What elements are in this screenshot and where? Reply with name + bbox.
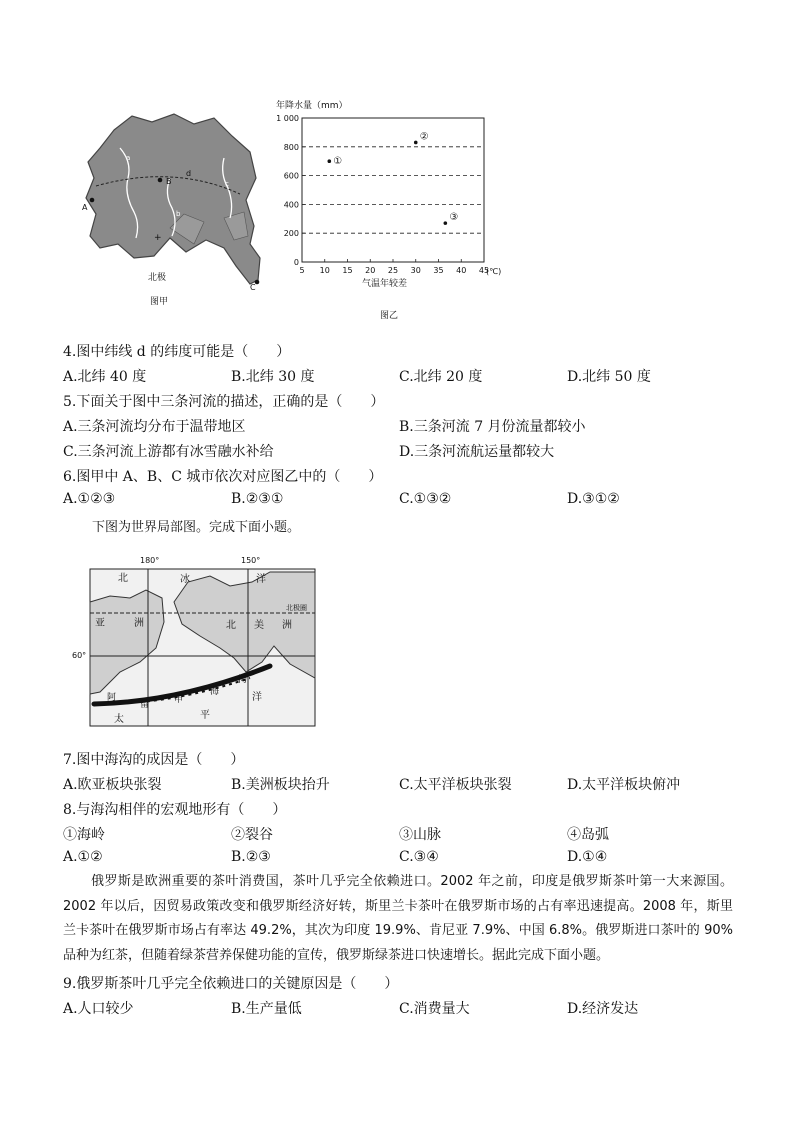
map-frame xyxy=(90,569,315,726)
chart-x-tick: 35 xyxy=(433,266,444,275)
arctic-ocean-1: 北 xyxy=(118,573,128,584)
q5-option-d[interactable]: D.三条河流航运量都较大 xyxy=(399,444,555,460)
q7-option-a[interactable]: A.欧亚板块张裂 xyxy=(63,777,162,793)
north-america-2: 美 xyxy=(254,620,264,631)
chart-y-tick: 1 000 xyxy=(276,114,299,123)
q5-option-c[interactable]: C.三条河流上游都有冰雪融水补给 xyxy=(63,444,274,460)
q5-option-a[interactable]: A.三条河流均分布于温带地区 xyxy=(63,419,246,435)
lat-60-label: 60° xyxy=(72,651,87,660)
landmass-shape xyxy=(86,114,260,284)
q6-option-c[interactable]: C.①③② xyxy=(399,491,452,507)
trench-3: 申 xyxy=(174,695,184,705)
north-pole-marker: + xyxy=(154,233,162,243)
label-b: b xyxy=(176,210,181,218)
chart-x-tick: 5 xyxy=(299,266,305,275)
pacific-1: 太 xyxy=(114,714,124,725)
city-b xyxy=(158,178,163,183)
q4-option-c[interactable]: C.北纬 20 度 xyxy=(399,369,483,385)
north-america-1: 北 xyxy=(226,620,236,631)
north-america-3: 洲 xyxy=(282,620,292,631)
chart-x-tick: 10 xyxy=(319,266,330,275)
q4-stem: 4.图中纬线 d 的纬度可能是（ ） xyxy=(63,344,291,360)
q6-option-b[interactable]: B.②③① xyxy=(231,491,284,507)
intro-map-text: 下图为世界局部图。完成下面小题。 xyxy=(92,520,301,535)
pacific-2: 平 xyxy=(200,710,210,721)
north-pole-label: 北极 xyxy=(148,273,167,283)
q4-option-a[interactable]: A.北纬 40 度 xyxy=(63,369,147,385)
q8-option-a[interactable]: A.①② xyxy=(63,849,103,865)
figure-jia-map xyxy=(74,108,274,308)
q9-option-c[interactable]: C.消费量大 xyxy=(399,1001,470,1017)
q8-stem: 8.与海沟相伴的宏观地形有（ ） xyxy=(63,802,287,818)
lon-150-label: 150° xyxy=(241,556,261,565)
label-A: A xyxy=(82,203,88,212)
figure-yi-caption: 图乙 xyxy=(380,311,399,321)
q8-item-2: ②裂谷 xyxy=(231,827,273,843)
asia-1: 亚 xyxy=(95,618,105,629)
q4-option-d[interactable]: D.北纬 50 度 xyxy=(567,369,651,385)
q9-option-a[interactable]: A.人口较少 xyxy=(63,1001,134,1017)
label-a: a xyxy=(126,154,131,162)
asia-2: 洲 xyxy=(134,618,144,629)
chart-x-tick: 25 xyxy=(387,266,399,275)
trench-1: 阿 xyxy=(107,693,117,703)
trench-2: 留 xyxy=(140,700,150,710)
arctic-ocean-3: 洋 xyxy=(256,574,266,585)
chart-point-3 xyxy=(444,221,448,225)
q7-stem: 7.图中海沟的成因是（ ） xyxy=(63,752,245,768)
arctic-ocean-2: 冰 xyxy=(180,574,190,585)
q8-option-d[interactable]: D.①④ xyxy=(567,849,608,865)
label-C: C xyxy=(250,283,256,292)
q5-option-b[interactable]: B.三条河流 7 月份流量都较小 xyxy=(399,419,586,435)
chart-xlabel: 气温年较差 xyxy=(362,279,408,289)
q8-option-c[interactable]: C.③④ xyxy=(399,849,439,865)
q8-item-1: ①海岭 xyxy=(63,827,105,843)
q8-item-3: ③山脉 xyxy=(399,827,441,843)
figure-jia-caption: 图甲 xyxy=(150,297,169,307)
chart-x-unit: (℃) xyxy=(486,267,502,276)
q5-stem: 5.下面关于图中三条河流的描述，正确的是（ ） xyxy=(63,394,385,410)
q9-stem: 9.俄罗斯茶叶几乎完全依赖进口的关键原因是（ ） xyxy=(63,976,399,992)
q8-option-b[interactable]: B.②③ xyxy=(231,849,271,865)
q7-option-d[interactable]: D.太平洋板块俯冲 xyxy=(567,777,681,793)
chart-y-tick: 0 xyxy=(293,258,299,267)
chart-x-tick: 20 xyxy=(365,266,376,275)
chart-y-tick: 800 xyxy=(283,142,299,152)
world-partial-map xyxy=(70,552,320,730)
figure-yi-chart xyxy=(274,96,514,322)
q9-option-d[interactable]: D.经济发达 xyxy=(567,1001,639,1017)
trench-5: 沟 xyxy=(238,675,248,685)
label-c: c xyxy=(225,180,229,188)
q4-option-b[interactable]: B.北纬 30 度 xyxy=(231,369,315,385)
q9-option-b[interactable]: B.生产量低 xyxy=(231,1001,302,1017)
arctic-circle-label: 北极圈 xyxy=(286,604,307,612)
tea-passage: 俄罗斯是欧洲重要的茶叶消费国，茶叶几乎完全依赖进口。2002 年之前，印度是俄罗斯茶叶第一大来源国。2002 年以后，因贸易政策改变和俄罗斯经济好转，斯里兰卡茶叶在俄罗斯市场的占有率迅速提高。2008 年，斯里兰卡茶叶在俄罗斯市场占有率达 49.2%，其次为印度 19.9%、肯尼亚 7.9%、中国 6.8%。俄罗斯进口茶叶的 90%品种为红茶，但随着绿茶营养保健功能的宣传，俄罗斯绿茶进口快速增长。据此完成下面小题。 xyxy=(63,874,733,963)
label-d: d xyxy=(186,169,192,178)
chart-x-tick: 15 xyxy=(342,266,353,275)
chart-ylabel: 年降水量（mm） xyxy=(276,101,348,111)
chart-x-tick: 45 xyxy=(478,266,490,275)
chart-point-label-1: ① xyxy=(333,156,343,168)
chart-frame xyxy=(302,118,484,262)
city-a xyxy=(90,198,95,203)
chart-y-tick: 200 xyxy=(283,229,299,239)
pacific-3: 洋 xyxy=(252,692,262,703)
chart-point-1 xyxy=(328,159,332,163)
q6-stem: 6.图甲中 A、B、C 城市依次对应图乙中的（ ） xyxy=(63,469,383,485)
chart-point-label-2: ② xyxy=(419,131,429,143)
chart-y-tick: 600 xyxy=(283,171,299,181)
q8-item-4: ④岛弧 xyxy=(567,827,609,843)
q7-option-c[interactable]: C.太平洋板块张裂 xyxy=(399,777,512,793)
chart-x-tick: 30 xyxy=(410,266,421,275)
chart-point-label-3: ③ xyxy=(449,212,459,224)
label-B: B xyxy=(166,177,172,186)
chart-x-tick: 40 xyxy=(456,266,467,275)
chart-y-tick: 400 xyxy=(283,200,299,210)
trench-4: 海 xyxy=(210,687,220,697)
q6-option-a[interactable]: A.①②③ xyxy=(63,491,116,507)
chart-point-2 xyxy=(414,141,418,145)
q6-option-d[interactable]: D.③①② xyxy=(567,491,620,507)
lon-180-label: 180° xyxy=(140,556,160,565)
q7-option-b[interactable]: B.美洲板块抬升 xyxy=(231,777,330,793)
